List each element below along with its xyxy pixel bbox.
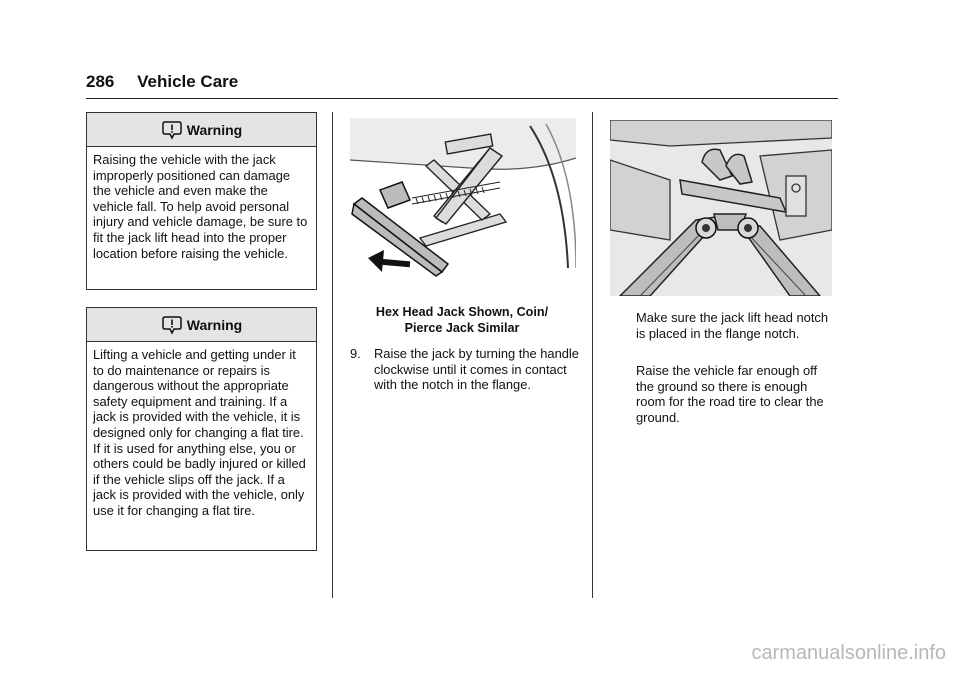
step-number: 9.: [350, 346, 361, 361]
warning-header-1: [87, 113, 316, 147]
paragraph-lift-head: Make sure the jack lift head notch is placed in the flange notch.: [636, 310, 829, 341]
watermark-text: carmanualsonline.info: [751, 642, 946, 664]
warning-text-2: Lifting a vehicle and getting under it to do maintenance or repairs is dangerous without the appropriate safety equipment and training. If a jack is provided with the vehicle, it is designed only for changing a flat tire. If it is used for anything else, you or others could be badly injured or killed if the vehicle slips off the jack. If a jack is provided with the vehicle, only use it for changing a flat tire.: [93, 347, 306, 518]
warning-text-1: Raising the vehicle with the jack improperly positioned can damage the vehicle and even make the vehicle fall. To help avoid personal injury and vehicle damage, be sure to fit the jack lift head into the proper location before raising the vehicle.: [93, 152, 308, 261]
warning-title-1: Warning: [186, 121, 243, 138]
lift-head-illustration: [610, 120, 832, 296]
caption-line-2: Pierce Jack Similar: [404, 321, 520, 335]
section-title: Vehicle Care: [137, 72, 239, 91]
paragraph-raise-vehicle: Raise the vehicle far enough off the ground so there is enough room for the road tire to clear the ground.: [636, 363, 824, 425]
warning-icon: [161, 120, 183, 140]
warning-box-2: [86, 307, 317, 551]
warning-title-2: Warning: [186, 316, 243, 333]
figure-caption: [340, 304, 584, 336]
step-text: Raise the jack by turning the handle clockwise until it comes in contact with the notch in the flange.: [374, 346, 579, 393]
page-header: [86, 72, 238, 92]
warning-box-1: [86, 112, 317, 290]
column-divider-right: [592, 112, 593, 598]
column-divider-left: [332, 112, 333, 598]
jack-illustration: [350, 118, 576, 282]
warning-header-2: [87, 308, 316, 342]
header-rule: [86, 98, 838, 99]
warning-icon: [161, 315, 183, 335]
caption-line-1: Hex Head Jack Shown, Coin/: [375, 305, 549, 319]
step-9: [350, 346, 582, 393]
page-number: 286: [86, 72, 115, 91]
